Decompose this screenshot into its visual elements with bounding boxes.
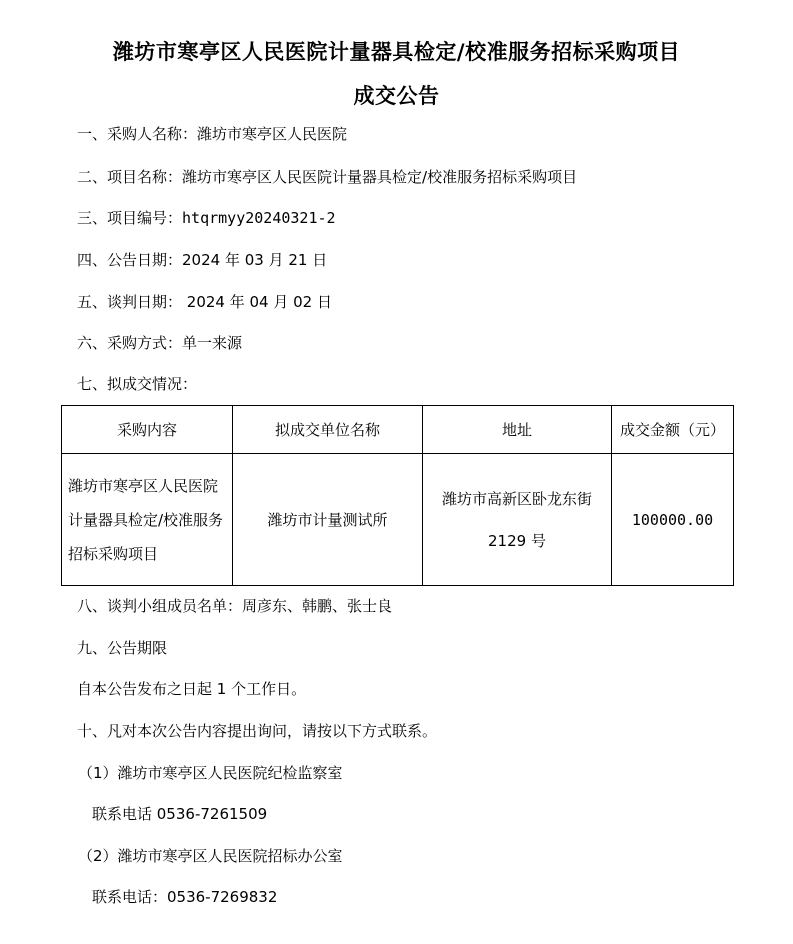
table-cell-content-text: 潍坊市寒亭区人民医院计量器具检定/校准服务招标采购项目 bbox=[68, 476, 224, 563]
notice-date-line bbox=[77, 250, 327, 270]
contact-heading: 十、凡对本次公告内容提出询问，请按以下方式联系。 bbox=[77, 722, 438, 740]
document-subtitle: 成交公告 bbox=[353, 83, 440, 108]
table-cell-supplier: 潍坊市计量测试所 bbox=[233, 454, 423, 586]
result-table bbox=[61, 405, 734, 586]
contact-phone-1: 联系电话 0536-7261509 bbox=[92, 805, 268, 823]
negotiation-date-value: 2024 年 04 月 02 日 bbox=[182, 293, 332, 311]
project-no-line bbox=[77, 208, 336, 228]
result-heading-label: 七、拟成交情况： bbox=[77, 375, 198, 393]
negotiation-date-line bbox=[77, 292, 332, 312]
purchaser-label: 一、采购人名称： bbox=[77, 125, 198, 143]
table-header-address: 地址 bbox=[423, 406, 612, 454]
panel-members-label: 八、谈判小组成员名单： bbox=[77, 597, 243, 615]
procurement-method-line bbox=[77, 333, 242, 353]
project-no-value: htqrmyy20240321-2 bbox=[182, 209, 336, 227]
procurement-method-value: 单一来源 bbox=[182, 334, 243, 352]
purchaser-value: 潍坊市寒亭区人民医院 bbox=[197, 125, 348, 143]
notice-date-label: 四、公告日期： bbox=[77, 251, 183, 269]
table-cell-address-text: 潍坊市高新区卧龙东街 2129 号 bbox=[441, 489, 592, 550]
period-text: 自本公告发布之日起 1 个工作日。 bbox=[77, 680, 307, 698]
negotiation-date-label: 五、谈判日期： bbox=[77, 293, 183, 311]
table-header-row bbox=[62, 406, 734, 454]
table-cell-address bbox=[423, 454, 612, 586]
project-name-value: 潍坊市寒亭区人民医院计量器具检定/校准服务招标采购项目 bbox=[182, 168, 578, 186]
contact-phone-2: 联系电话：0536-7269832 bbox=[92, 888, 278, 906]
notice-date-value: 2024 年 03 月 21 日 bbox=[182, 251, 328, 269]
panel-members-line bbox=[77, 596, 392, 616]
table-header-amount: 成交金额（元） bbox=[612, 406, 734, 454]
project-name-label: 二、项目名称： bbox=[77, 168, 183, 186]
table-row bbox=[62, 454, 734, 586]
panel-members-value: 周彦东、韩鹏、张士良 bbox=[242, 597, 393, 615]
project-name-line bbox=[77, 167, 577, 187]
contact-org-2: （2）潍坊市寒亭区人民医院招标办公室 bbox=[78, 847, 343, 865]
table-cell-amount: 100000.00 bbox=[612, 454, 734, 586]
table-header-supplier: 拟成交单位名称 bbox=[233, 406, 423, 454]
purchaser-line bbox=[77, 124, 347, 144]
contact-org-1: （1）潍坊市寒亭区人民医院纪检监察室 bbox=[78, 764, 343, 782]
table-cell-content bbox=[62, 454, 233, 586]
document-title: 潍坊市寒亭区人民医院计量器具检定/校准服务招标采购项目 bbox=[112, 39, 681, 64]
project-no-label: 三、项目编号： bbox=[77, 209, 183, 227]
result-heading bbox=[77, 374, 197, 394]
table-header-content: 采购内容 bbox=[62, 406, 233, 454]
period-heading: 九、公告期限 bbox=[77, 639, 168, 657]
procurement-method-label: 六、采购方式： bbox=[77, 334, 183, 352]
